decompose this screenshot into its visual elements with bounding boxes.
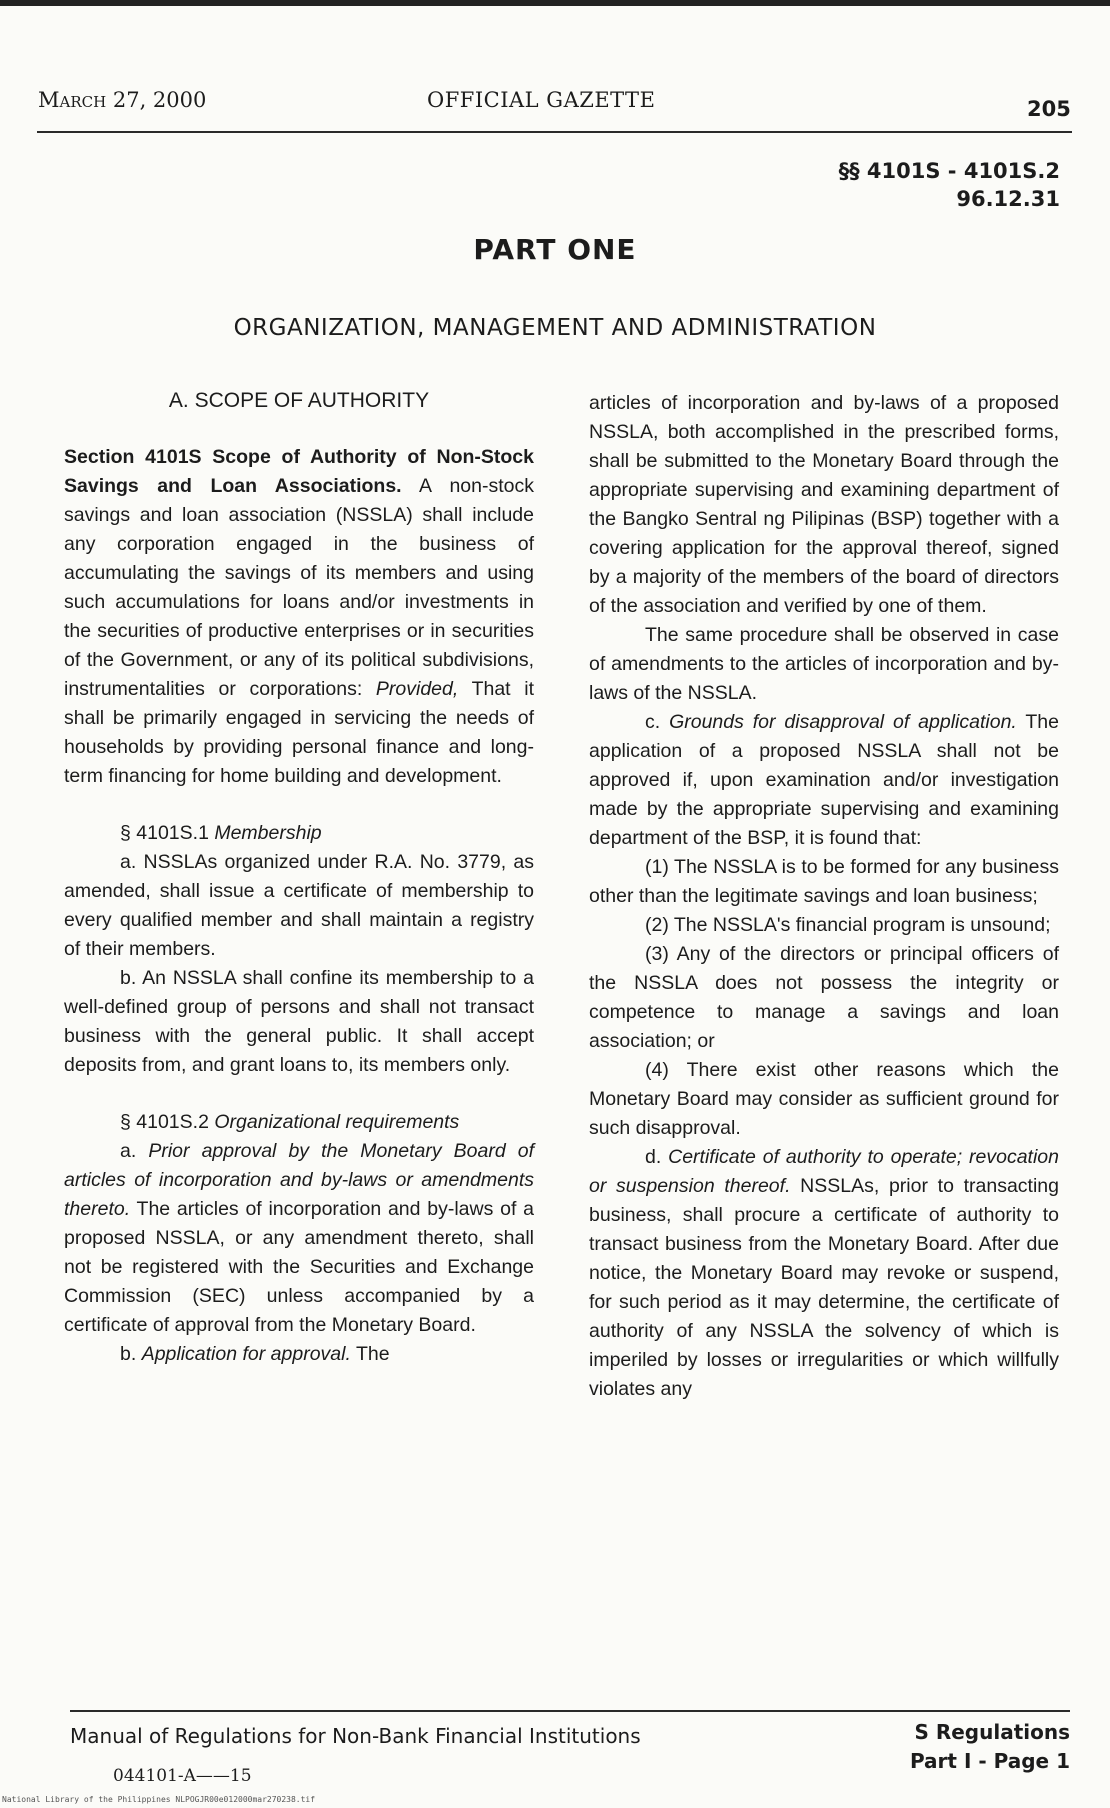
section-c-paragraph — [589, 708, 1059, 853]
section-41012-a — [64, 1137, 534, 1340]
section-41012-a-label: a. — [120, 1140, 149, 1162]
header-page-number: 205 — [1027, 97, 1071, 121]
list-item-2: (2) The NSSLA's financial program is unsound; — [645, 914, 1051, 936]
section-reference — [839, 157, 1060, 213]
part-title: PART ONE — [473, 233, 637, 266]
scan-top-border — [0, 0, 1110, 6]
section-d-paragraph — [589, 1143, 1059, 1404]
section-41012-title: Organizational requirements — [214, 1111, 460, 1133]
section-4101s-title: Section 4101S Scope of Authority of Non-Stock Savings and Loan Associations. — [64, 446, 534, 497]
footer-page-info — [910, 1718, 1070, 1776]
header-rule — [37, 131, 1072, 133]
section-41012-b — [64, 1340, 534, 1369]
section-c-title: Grounds for disapproval of application. — [669, 711, 1017, 733]
footer-rule — [70, 1710, 1070, 1712]
section-4101s-paragraph — [64, 443, 534, 791]
same-procedure-paragraph: The same procedure shall be observed in case of amendments to the articles of incorporation and by-laws of the NSSLA. — [589, 624, 1059, 704]
list-item-1: (1) The NSSLA is to be formed for any business other than the legitimate savings and loan business; — [589, 856, 1059, 907]
section-41011-heading — [64, 819, 534, 848]
section-4101s-text-2: That it shall be primarily engaged in servicing the needs of households by providing personal finance and long-term financing for home building and development. — [64, 678, 534, 787]
section-41012-heading — [64, 1108, 534, 1137]
list-item-3: (3) Any of the directors or principal officers of the NSSLA does not possess the integrity or competence to manage a savings and loan association; or — [589, 943, 1059, 1052]
section-41012-b-label: b. — [120, 1343, 142, 1365]
header-date: March 27, 2000 — [38, 88, 207, 112]
right-column — [589, 389, 1059, 1404]
section-range: §§ 4101S - 4101S.2 — [838, 159, 1060, 183]
scan-source-note: National Library of the Philippines NLPOGJR00e012000mar270238.tif — [2, 1795, 316, 1804]
section-d-text: NSSLAs, prior to transacting business, shall procure a certificate of authority to transact business from the Monetary Board. After due notice, the Monetary Board may revoke or suspend, for such period as it may determine, the certificate of authority of any NSSLA the solvency of which is imperiled by losses or irregularities or which willfully violates any — [589, 1175, 1059, 1400]
footer-regulations: S Regulations — [914, 1720, 1070, 1744]
section-41011-title: Membership — [214, 822, 322, 844]
list-item-4: (4) There exist other reasons which the Monetary Board may consider as sufficient ground for such disapproval. — [589, 1059, 1059, 1139]
section-date: 96.12.31 — [956, 187, 1060, 211]
footer-manual-title: Manual of Regulations for Non-Bank Financial Institutions — [70, 1724, 641, 1748]
section-41011-a: a. NSSLAs organized under R.A. No. 3779, as amended, shall issue a certificate of membership to every qualified member and shall maintain a registry of their members. — [64, 851, 534, 960]
left-column — [64, 386, 534, 1369]
section-41012-b-text: The — [350, 1343, 390, 1365]
footer-part-page: Part I - Page 1 — [909, 1749, 1070, 1773]
section-c-label: c. — [645, 711, 670, 733]
section-d-title: Certificate of authority to operate; revocation or suspension thereof. — [589, 1146, 1059, 1197]
section-41012-number: § 4101S.2 — [120, 1111, 215, 1133]
section-41012-a-title: Prior approval by the Monetary Board of articles of incorporation and by-laws or amendments thereto. — [64, 1140, 535, 1220]
section-c-text: The application of a proposed NSSLA shall not be approved if, upon examination and/or investigation made by the appropriate supervising and examining department of the BSP, it is found that: — [589, 711, 1059, 849]
scope-heading: A. SCOPE OF AUTHORITY — [168, 389, 430, 412]
section-d-label: d. — [645, 1146, 669, 1168]
section-41012-a-text: The articles of incorporation and by-laws of a proposed NSSLA, or any amendment thereto, shall not be registered with the Securities and Exchange Commission (SEC) unless accompanied by a certificate of approval from the Monetary Board. — [64, 1198, 534, 1336]
section-b-continued: articles of incorporation and by-laws of a proposed NSSLA, both accomplished in the prescribed forms, shall be submitted to the Monetary Board through the appropriate supervising and examining department of the Bangko Sentral ng Pilipinas (BSP) together with a covering application for the approval thereof, signed by a majority of the members of the board of directors of the association and verified by one of them. — [589, 392, 1059, 617]
header-publication: OFFICIAL GAZETTE — [427, 88, 656, 112]
part-subtitle: ORGANIZATION, MANAGEMENT AND ADMINISTRATION — [233, 315, 877, 341]
section-4101s-provided: Provided, — [375, 678, 459, 700]
section-41011-b: b. An NSSLA shall confine its membership to a well-defined group of persons and shall not transact business with the general public. It shall accept deposits from, and grant loans to, its members only. — [64, 967, 534, 1076]
section-41012-b-title: Application for approval. — [141, 1343, 351, 1365]
footer-code: 044101-A——15 — [113, 1766, 252, 1786]
section-41011-number: § 4101S.1 — [120, 822, 215, 844]
section-4101s-text-1: A non-stock savings and loan association (NSSLA) shall include any corporation engaged in the business of accumulating the savings of its members and using such accumulations for loans and/or investments in the securities of productive enterprises or in securities of the Government, or any of its political subdivisions, instrumentalities or corporations: — [64, 475, 534, 700]
